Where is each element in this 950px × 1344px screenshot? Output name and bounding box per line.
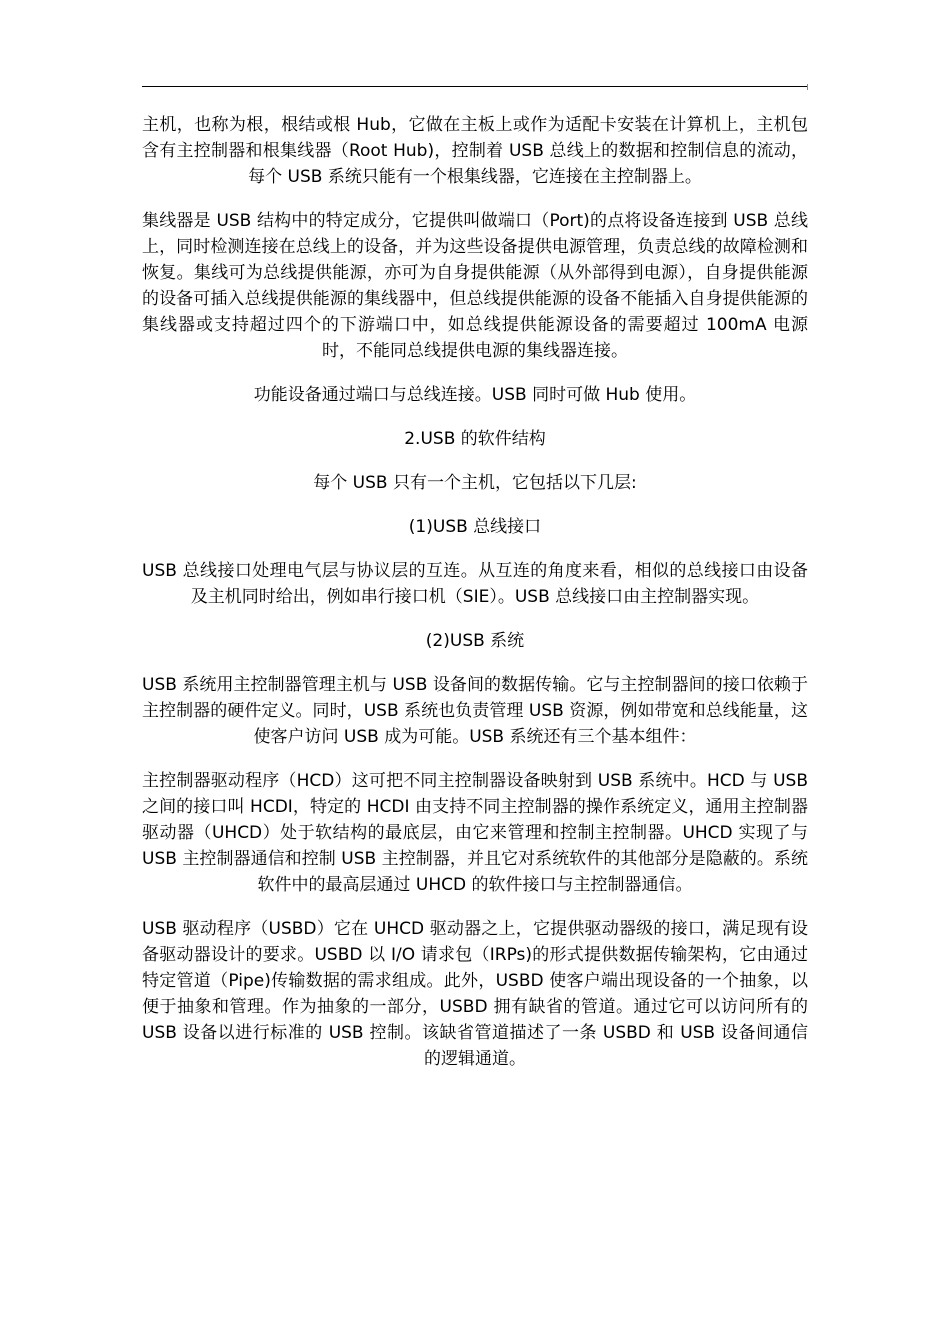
section-heading-software-structure: 2.USB 的软件结构 — [404, 429, 546, 449]
subheading-bus-interface: (1)USB 总线接口 — [408, 517, 542, 537]
paragraph-bus-interface: USB 总线接口处理电气层与协议层的互连。从互连的角度来看，相似的总线接口由设备及主机同时给出，例如串行接口机（SIE）。USB 总线接口由主控制器实现。 — [142, 561, 808, 607]
header-rule — [142, 86, 808, 87]
paragraph-host-layers: 每个 USB 只有一个主机，它包括以下几层: — [313, 473, 637, 493]
paragraph-usbd: USB 驱动程序（USBD）它在 UHCD 驱动器之上，它提供驱动器级的接口，满足现有设备驱动器设计的要求。USBD 以 I/O 请求包（IRPs)的形式提供数据传输架构，它由通过特定管道（Pipe)传输数据的需求组成。此外，USBD 使客户端出现设备的一个抽象，以便于抽象和管理。作为抽象的一部分，USBD 拥有缺省的管道。通过它可以访问所有的 USB 设备以进行标准的 USB 控制。该缺省管道描述了一条 USBD 和 USB 设备间通信的逻辑通道。 — [142, 919, 808, 1069]
paragraph-host: 主机，也称为根，根结或根 Hub，它做在主板上或作为适配卡安装在计算机上，主机包含有主控制器和根集线器（Root Hub)，控制着 USB 总线上的数据和控制信息的流动，每个 USB 系统只能有一个根集线器，它连接在主控制器上。 — [142, 115, 808, 187]
document-body — [142, 112, 808, 1072]
subheading-usb-system: (2)USB 系统 — [425, 631, 525, 651]
paragraph-hcd: 主控制器驱动程序（HCD）这可把不同主控制器设备映射到 USB 系统中。HCD 与 USB 之间的接口叫 HCDI，特定的 HCDI 由支持不同主控制器的操作系统定义，通用主控制器驱动器（UHCD）处于软结构的最底层，由它来管理和控制主控制器。UHCD 实现了与 USB 主控制器通信和控制 USB 主控制器，并且它对系统软件的其他部分是隐蔽的。系统软件中的最高层通过 UHCD 的软件接口与主控制器通信。 — [142, 771, 808, 895]
paragraph-function-device: 功能设备通过端口与总线连接。USB 同时可做 Hub 使用。 — [253, 385, 697, 405]
paragraph-usb-system: USB 系统用主控制器管理主机与 USB 设备间的数据传输。它与主控制器间的接口依赖于主控制器的硬件定义。同时，USB 系统也负责管理 USB 资源，例如带宽和总线能量，这使客户访问 USB 成为可能。USB 系统还有三个基本组件： — [142, 675, 808, 747]
paragraph-hub: 集线器是 USB 结构中的特定成分，它提供叫做端口（Port)的点将设备连接到 USB 总线上，同时检测连接在总线上的设备，并为这些设备提供电源管理，负责总线的故障检测和恢复。集线可为总线提供能源，亦可为自身提供能源（从外部得到电源），自身提供能源的设备可插入总线提供能源的集线器中，但总线提供能源的设备不能插入自身提供能源的集线器或支持超过四个的下游端口中，如总线提供能源设备的需要超过 100mA 电源时，不能同总线提供电源的集线器连接。 — [142, 211, 808, 361]
header-rule-end-mark — [807, 84, 808, 90]
